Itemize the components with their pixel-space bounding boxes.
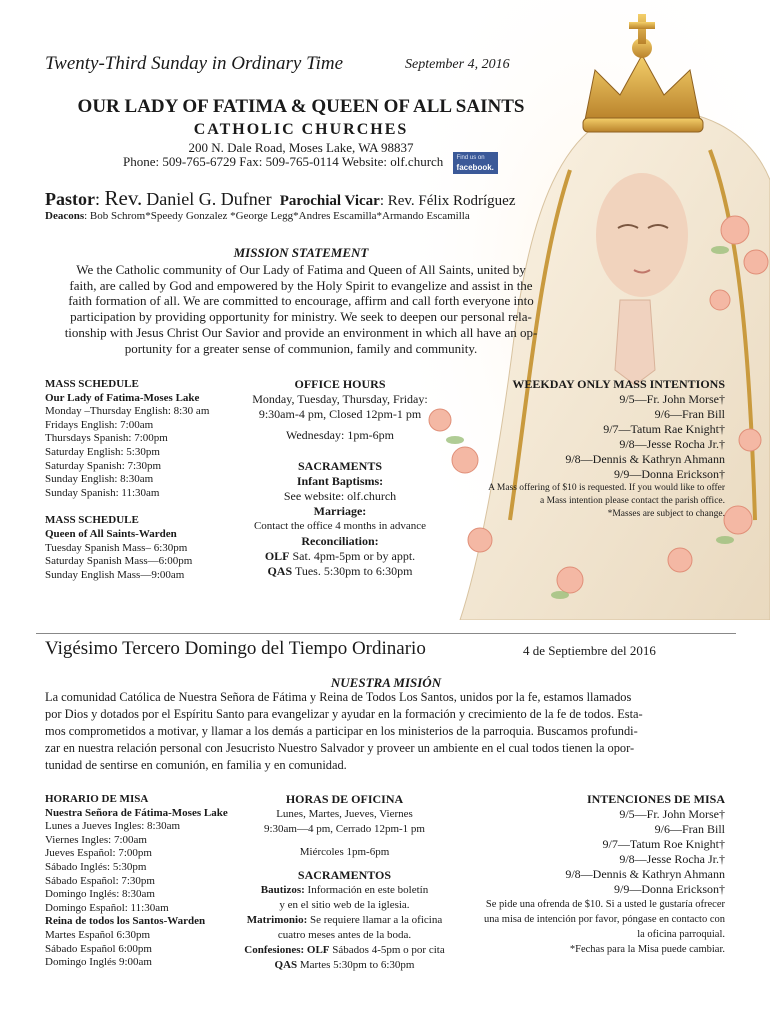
olf-label-es: OLF (304, 944, 330, 956)
church-qas-es: Reina de todos los Santos-Warden (45, 915, 206, 928)
mass-intentions-en (455, 377, 725, 521)
bautizos-text: Información en este boletín (304, 884, 429, 896)
mision-line: zar en nuestra relación personal con Jesucristo Nuestro Salvador y proveer un ambiente en el cual todos tienen la opor- (45, 741, 635, 755)
qas-confession-time: Tues. 5:30pm to 6:30pm (292, 564, 413, 578)
church-olf: Our Lady of Fatima-Moses Lake (45, 391, 200, 404)
mision-text (45, 689, 735, 774)
contact-line (123, 152, 498, 174)
intencion-item: 9/6—Fran Bill (654, 822, 725, 836)
intention-item: 9/8—Dennis & Kathryn Ahmann (565, 452, 725, 466)
baptism-label: Infant Baptisms: (296, 474, 384, 488)
intencion-item: 9/8—Jesse Rocha Jr.† (619, 852, 725, 866)
intention-item: 9/6—Fran Bill (654, 407, 725, 421)
vicar-name: Rev. Félix Rodríguez (387, 193, 516, 209)
mision-line: tunidad de sentirse en comunión, en familia y en comunidad. (45, 758, 347, 772)
horas-line: Lunes, Martes, Jueves, Viernes (276, 808, 413, 820)
intencion-item: 9/9—Donna Erickson† (614, 882, 725, 896)
marriage-label: Marriage: (313, 504, 367, 518)
reconciliation-label: Reconciliation: (301, 534, 379, 548)
deacons-label: Deacons (45, 210, 85, 222)
office-hours-title: OFFICE HOURS (294, 377, 386, 391)
office-hours-line: 9:30am-4 pm, Closed 12pm-1 pm (258, 407, 422, 421)
pastor-title: Rev. (104, 186, 143, 210)
intentions-note: *Masses are subject to change. (607, 509, 725, 519)
mass-time: Saturday Spanish: 7:30pm (45, 459, 162, 472)
mass-intentions-es (455, 792, 725, 957)
facebook-find-text: Find us on (456, 155, 485, 161)
mission-line: We the Catholic community of Our Lady of Fatima and Queen of All Saints, united by (76, 262, 526, 277)
horario-time: Domingo Español: 11:30am (45, 901, 169, 914)
bulletin-date: September 4, 2016 (405, 57, 510, 72)
horario-time: Martes Español 6:30pm (45, 928, 151, 941)
mass-schedule-title: MASS SCHEDULE (45, 514, 139, 527)
intencion-item: 9/8—Dennis & Kathryn Ahmann (565, 867, 725, 881)
office-hours-line: Wednesday: 1pm-6pm (285, 428, 394, 442)
confesiones-label: Confesiones: (244, 944, 305, 956)
horario-time: Domingo Inglés: 8:30am (45, 888, 155, 901)
deacons-line: Deacons: Bob Schrom*Speedy Gonzalez *George Legg*Andres Escamilla*Armando Escamilla (45, 210, 470, 222)
mision-line: mos comprometidos a motivar, y llamar a los demás a participar en los ministerios de la parroquia. Buscamos profundi- (45, 724, 638, 738)
intention-item: 9/7—Tatum Rae Knight† (603, 422, 725, 436)
olf-confesiones-time: Sábados 4-5pm o por cita (329, 944, 445, 956)
mass-schedule-en (45, 378, 245, 582)
intenciones-note: una misa de intención por favor, póngase en contacto con (484, 914, 725, 925)
mass-schedule-title: MASS SCHEDULE (45, 378, 139, 390)
intenciones-note: *Fechas para la Misa puede cambiar. (569, 944, 725, 955)
matrimonio-label: Matrimonio: (246, 914, 308, 926)
church-name: OUR LADY OF FATIMA & QUEEN OF ALL SAINTS (77, 96, 525, 117)
horario-time: Jueves Español: 7:00pm (45, 847, 152, 860)
mission-title: MISSION STATEMENT (233, 245, 369, 260)
mass-time: Fridays English: 7:00am (45, 418, 154, 431)
mass-time: Sunday English Mass—9:00am (45, 568, 185, 581)
intencion-item: 9/5—Fr. John Morse† (619, 807, 725, 821)
bautizos-text: y en el sitio web de la iglesia. (279, 899, 410, 911)
sunday-title: Twenty-Third Sunday in Ordinary Time (45, 53, 344, 74)
facebook-text: facebook. (456, 163, 494, 172)
mass-time: Sunday Spanish: 11:30am (45, 486, 160, 499)
mision-line: La comunidad Católica de Nuestra Señora de Fátima y Reina de Todos Los Santos, unidos por la fe, estamos llamados (45, 690, 632, 704)
mission-line: portunity for a greater sense of communion, family and community. (124, 340, 478, 356)
mass-time: Monday –Thursday English: 8:30 am (45, 405, 210, 418)
mission-line: faith formation of all. We are committed to encourage, affirm and call forth everyone into (68, 293, 534, 309)
intentions-note: a Mass intention please contact the parish office. (539, 496, 725, 506)
mass-time: Saturday Spanish Mass—6:00pm (45, 555, 193, 568)
horas-line: Miércoles 1pm-6pm (299, 846, 390, 858)
horario-time: Domingo Inglés 9:00am (45, 956, 152, 969)
mass-time: Thursdays Spanish: 7:00pm (45, 432, 168, 445)
office-hours-en (240, 377, 440, 579)
church-subtitle: CATHOLIC CHURCHES (193, 121, 409, 138)
qas-confesiones-time: Martes 5:30pm to 6:30pm (297, 959, 415, 971)
intencion-item: 9/7—Tatum Roe Knight† (602, 837, 725, 851)
intenciones-note: la oficina parroquial. (637, 929, 725, 940)
office-hours-es (232, 792, 457, 973)
intenciones-title: INTENCIONES DE MISA (586, 792, 725, 806)
horario-time: Sábado Español 6:00pm (45, 942, 152, 955)
vicar-label: Parochial Vicar (279, 193, 380, 209)
mass-schedule-es (45, 793, 245, 970)
spanish-sunday-title: Vigésimo Tercero Domingo del Tiempo Ordinario (45, 638, 426, 659)
sacraments-title: SACRAMENTS (297, 459, 382, 473)
horas-line: 9:30am—4 pm, Cerrado 12pm-1 pm (263, 823, 425, 835)
mass-time: Tuesday Spanish Mass– 6:30pm (45, 541, 188, 554)
mass-time: Saturday English: 5:30pm (45, 445, 160, 458)
deacons-list: Bob Schrom*Speedy Gonzalez *George Legg*Andres Escamilla*Armando Escamilla (89, 210, 470, 222)
contact-info: Phone: 509-765-6729 Fax: 509-765-0114 Website: olf.church (123, 153, 444, 169)
horas-title: HORAS DE OFICINA (285, 792, 404, 806)
marriage-text: Contact the office 4 months in advance (253, 520, 427, 532)
horario-time: Sábado Inglés: 5:30pm (45, 860, 147, 873)
qas-label: QAS (267, 564, 293, 578)
sacramentos-title: SACRAMENTOS (297, 868, 392, 882)
mision-line: por Dios y dotados por el Espíritu Santo para evangelizar y ayudar en la formación y crecimiento de la fe de todos. Esta- (45, 707, 643, 721)
section-divider (36, 633, 736, 634)
matrimonio-text: cuatro meses antes de la boda. (277, 929, 412, 941)
mass-time: Sunday English: 8:30am (45, 473, 154, 486)
pastor-line: Pastor: Rev. Daniel G. Dufner Parochial Vicar: Rev. Félix Rodríguez (45, 186, 516, 210)
church-address: 200 N. Dale Road, Moses Lake, WA 98837 (188, 140, 414, 155)
baptism-text: See website: olf.church (283, 489, 397, 503)
mission-text (36, 262, 566, 356)
intention-item: 9/8—Jesse Rocha Jr.† (619, 437, 725, 451)
horario-time: Lunes a Jueves Ingles: 8:30am (45, 820, 181, 833)
bautizos-label: Bautizos: (260, 884, 305, 896)
facebook-badge[interactable] (453, 152, 498, 174)
church-olf-es: Nuestra Señora de Fátima-Moses Lake (45, 806, 228, 819)
intentions-note: A Mass offering of $10 is requested. If you would like to offer (488, 483, 725, 493)
intention-item: 9/5—Fr. John Morse† (619, 392, 725, 406)
pastor-label: Pastor (45, 189, 95, 209)
office-hours-line: Monday, Tuesday, Thursday, Friday: (252, 392, 428, 406)
mission-line: faith, are called by God and empowered by the Holy Spirit to evangelize and assist in the (69, 277, 533, 293)
qas-label-es: QAS (274, 959, 298, 971)
spanish-date: 4 de Septiembre del 2016 (523, 643, 656, 658)
pastor-name: Daniel G. Dufner (146, 189, 272, 209)
olf-confession-time: Sat. 4pm-5pm or by appt. (289, 549, 416, 563)
intention-item: 9/9—Donna Erickson† (614, 467, 725, 481)
horario-time: Viernes Ingles: 7:00am (45, 833, 147, 846)
mision-title: NUESTRA MISIÓN (330, 675, 442, 690)
mission-line: tionship with Jesus Christ Our Savior and provide an environment in which all have an op- (64, 324, 538, 340)
intentions-title: WEEKDAY ONLY MASS INTENTIONS (512, 377, 725, 391)
horario-title: HORARIO DE MISA (45, 793, 149, 805)
mission-line: participation by providing opportunity for ministry. We seek to deepen our personal rela- (70, 309, 532, 325)
matrimonio-text: Se requiere llamar a la oficina (307, 914, 443, 926)
intenciones-note: Se pide una ofrenda de $10. Si a usted le gustaría ofrecer (485, 899, 725, 910)
horario-time: Sábado Español: 7:30pm (45, 874, 155, 887)
olf-label: OLF (264, 549, 290, 563)
church-qas: Queen of All Saints-Warden (45, 527, 177, 540)
